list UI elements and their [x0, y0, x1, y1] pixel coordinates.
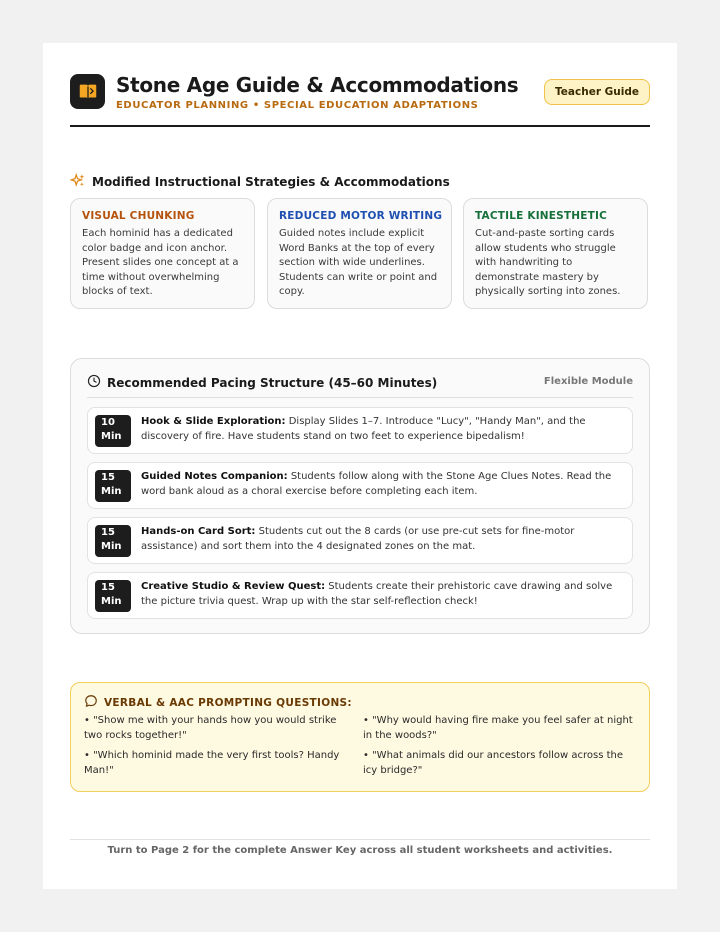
time-unit: Min	[101, 541, 122, 552]
time-badge	[95, 580, 131, 612]
footer-note: Turn to Page 2 for the complete Answer Key across all student worksheets and activities.	[107, 845, 613, 856]
time-badge	[95, 525, 131, 557]
aac-question: • "Show me with your hands how you would strike two rocks together!"	[84, 715, 337, 741]
card-body: Each hominid has a dedicated color badge and icon anchor. Present slides one concept at a time without overwhelming blocks of text.	[82, 228, 239, 297]
strategies-heading-text: Modified Instructional Strategies & Accommodations	[92, 175, 450, 189]
row-label: Creative Studio & Review Quest:	[141, 581, 326, 592]
time-number: 15	[101, 527, 115, 538]
time-number: 10	[101, 417, 115, 428]
aac-question: • "Why would having fire make you feel safer at night in the woods?"	[363, 715, 633, 741]
card-body: Cut-and-paste sorting cards allow students who struggle with handwriting to demonstrate mastery by physically sorting into zones.	[475, 228, 621, 297]
row-description: Display Slides 1–7. Introduce "Lucy", "Handy Man", and the discovery of fire. Have students stand on two feet to experience bipedalism!	[141, 416, 586, 442]
flexible-module-tag: Flexible Module	[543, 376, 633, 387]
card-body: Guided notes include explicit Word Banks at the top of every section with wide underlines. Students can write or point and copy.	[279, 228, 438, 297]
row-description: Students follow along with the Stone Age Clues Notes. Read the word bank aloud as a choral exercise before completing each item.	[141, 471, 612, 497]
time-badge	[95, 470, 131, 502]
time-unit: Min	[101, 431, 122, 442]
card-tactile-kinesthetic	[463, 198, 648, 309]
clock-icon	[87, 374, 101, 391]
aac-question: • "What animals did our ancestors follow across the icy bridge?"	[363, 750, 623, 776]
row-label: Hands-on Card Sort:	[141, 526, 256, 537]
row-text	[141, 415, 623, 444]
pacing-row	[87, 407, 633, 454]
row-text	[141, 580, 623, 609]
time-unit: Min	[101, 596, 122, 607]
pacing-row	[87, 572, 633, 619]
row-text	[141, 525, 623, 554]
sparkle-icon	[70, 173, 85, 191]
aac-heading-text: VERBAL & AAC PROMPTING QUESTIONS:	[104, 696, 352, 709]
footer-divider	[70, 839, 650, 840]
aac-heading	[84, 694, 352, 711]
pacing-title	[87, 374, 437, 391]
card-title: REDUCED MOTOR WRITING	[279, 210, 443, 222]
book-icon	[70, 74, 105, 109]
card-title: VISUAL CHUNKING	[82, 210, 195, 222]
time-number: 15	[101, 472, 115, 483]
pacing-row	[87, 462, 633, 509]
page-header	[70, 73, 650, 127]
pacing-row	[87, 517, 633, 564]
pacing-header	[87, 373, 633, 398]
aac-prompts-panel	[70, 682, 650, 792]
page-title: Stone Age Guide & Accommodations	[116, 73, 519, 97]
time-unit: Min	[101, 486, 122, 497]
pacing-title-text: Recommended Pacing Structure (45–60 Minutes)	[107, 375, 438, 390]
pacing-panel	[70, 358, 650, 634]
teacher-guide-badge: Teacher Guide	[544, 79, 650, 105]
row-description: Students cut out the 8 cards (or use pre-cut sets for fine-motor assistance) and sort them into the 4 designated zones on the mat.	[141, 526, 575, 552]
time-badge	[95, 415, 131, 447]
speech-bubble-icon	[84, 694, 98, 711]
row-description: Students create their prehistoric cave drawing and solve the picture trivia quest. Wrap up with the star self-reflection check!	[141, 581, 613, 607]
strategies-heading	[70, 173, 450, 191]
row-label: Hook & Slide Exploration:	[141, 416, 286, 427]
aac-question: • "Which hominid made the very first tools? Handy Man!"	[84, 750, 340, 776]
card-title: TACTILE KINESTHETIC	[475, 210, 608, 222]
strategy-cards	[70, 198, 650, 311]
card-visual-chunking	[70, 198, 255, 309]
row-text	[141, 470, 623, 499]
card-reduced-motor-writing	[267, 198, 452, 309]
time-number: 15	[101, 582, 115, 593]
page-subtitle: EDUCATOR PLANNING • SPECIAL EDUCATION ADAPTATIONS	[116, 100, 479, 111]
row-label: Guided Notes Companion:	[141, 471, 288, 482]
page	[43, 43, 677, 889]
